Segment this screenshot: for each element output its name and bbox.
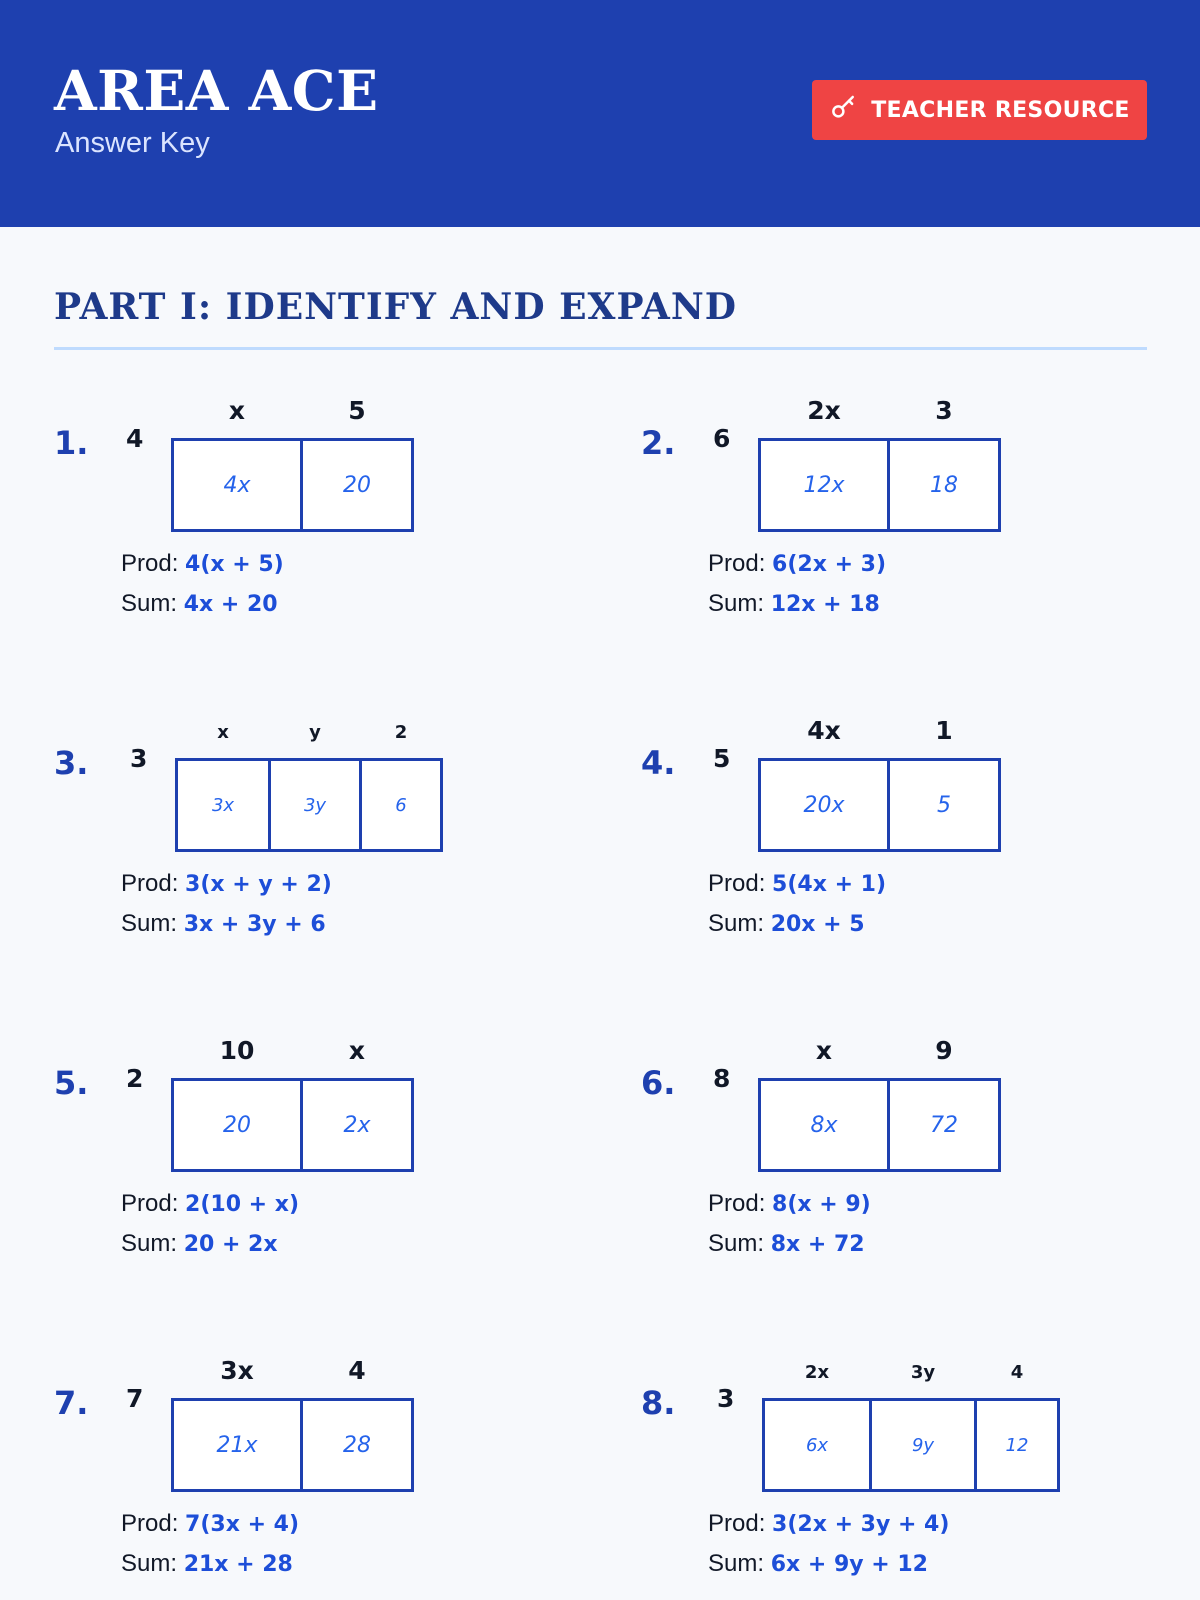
area-cell: 12x — [761, 441, 890, 529]
area-cell: 9y — [872, 1401, 977, 1489]
problem-2 — [641, 380, 1181, 680]
sum-answer — [121, 910, 326, 938]
badge-label: TEACHER RESOURCE — [871, 97, 1130, 123]
prod-label: Prod: — [121, 1190, 179, 1217]
area-model-grid — [758, 1078, 1001, 1172]
column-factor-label: 2x — [807, 396, 841, 425]
prod-label: Prod: — [708, 550, 766, 577]
column-factor-label: 1 — [935, 716, 953, 745]
sum-value: 20x + 5 — [770, 912, 865, 937]
row-factor-label: 3 — [717, 1384, 735, 1413]
prod-value: 4(x + 5) — [185, 552, 284, 577]
area-model-grid — [762, 1398, 1060, 1492]
product-answer — [121, 1510, 299, 1538]
area-cell: 28 — [343, 1432, 371, 1458]
row-factor-label: 4 — [126, 424, 144, 453]
sum-answer — [708, 1550, 928, 1578]
sum-value: 8x + 72 — [770, 1232, 865, 1257]
column-factor-label: 2 — [394, 722, 408, 743]
area-cell: 21x — [174, 1401, 303, 1489]
area-cell: 2x — [343, 1112, 371, 1138]
product-answer — [708, 1190, 871, 1218]
area-cell: 20 — [174, 1081, 303, 1169]
problem-3 — [54, 700, 594, 1000]
problem-number: 5. — [54, 1064, 89, 1102]
problem-4 — [641, 700, 1181, 1000]
row-factor-label: 2 — [126, 1064, 144, 1093]
row-factor-label: 3 — [130, 744, 148, 773]
sum-label: Sum: — [121, 1230, 178, 1257]
sum-label: Sum: — [708, 910, 765, 937]
column-factor-label: 3x — [220, 1356, 254, 1385]
product-answer — [121, 870, 332, 898]
area-cell: 4x — [174, 441, 303, 529]
sum-label: Sum: — [708, 1550, 765, 1577]
area-model-grid — [758, 438, 1001, 532]
problem-number: 8. — [641, 1384, 676, 1422]
prod-value: 6(2x + 3) — [772, 552, 887, 577]
area-cell: 6 — [395, 794, 407, 816]
sum-answer — [121, 1550, 293, 1578]
teacher-resource-badge — [812, 80, 1147, 140]
area-model-grid — [171, 1078, 414, 1172]
sum-value: 12x + 18 — [770, 592, 880, 617]
problem-5 — [54, 1020, 594, 1320]
column-factor-label: x — [217, 722, 229, 743]
problem-number: 1. — [54, 424, 89, 462]
sum-value: 6x + 9y + 12 — [770, 1552, 928, 1577]
area-model-grid — [171, 1398, 414, 1492]
key-icon — [829, 92, 859, 128]
row-factor-label: 6 — [713, 424, 731, 453]
prod-value: 2(10 + x) — [185, 1192, 300, 1217]
product-answer — [708, 870, 886, 898]
header — [0, 0, 1200, 227]
column-factor-label: 5 — [348, 396, 366, 425]
area-cell: 3y — [271, 761, 362, 849]
product-answer — [708, 1510, 949, 1538]
prod-label: Prod: — [121, 1510, 179, 1537]
prod-label: Prod: — [708, 870, 766, 897]
problem-number: 3. — [54, 744, 89, 782]
sum-label: Sum: — [121, 1550, 178, 1577]
product-answer — [121, 1190, 299, 1218]
sum-answer — [708, 910, 865, 938]
sum-answer — [121, 590, 278, 618]
column-factor-label: 3 — [935, 396, 953, 425]
area-cell: 3x — [178, 761, 271, 849]
prod-label: Prod: — [121, 870, 179, 897]
prod-value: 3(x + y + 2) — [185, 872, 332, 897]
column-factor-label: 9 — [935, 1036, 953, 1065]
column-factor-label: x — [815, 1036, 833, 1065]
problem-1 — [54, 380, 594, 680]
app-subtitle: Answer Key — [55, 127, 210, 159]
section-title: PART I: IDENTIFY AND EXPAND — [54, 286, 737, 328]
problem-number: 7. — [54, 1384, 89, 1422]
prod-label: Prod: — [121, 550, 179, 577]
column-factor-label: x — [228, 396, 246, 425]
column-factor-label: y — [309, 722, 321, 743]
problem-7 — [54, 1340, 594, 1600]
area-model-grid — [171, 438, 414, 532]
sum-value: 3x + 3y + 6 — [183, 912, 326, 937]
column-factor-label: 2x — [804, 1362, 830, 1383]
row-factor-label: 8 — [713, 1064, 731, 1093]
area-model-grid — [758, 758, 1001, 852]
section-divider — [54, 347, 1147, 350]
sum-answer — [708, 590, 880, 618]
sum-value: 20 + 2x — [183, 1232, 278, 1257]
problem-number: 4. — [641, 744, 676, 782]
area-cell: 20x — [761, 761, 890, 849]
column-factor-label: 4 — [348, 1356, 366, 1385]
prod-value: 5(4x + 1) — [772, 872, 887, 897]
problem-6 — [641, 1020, 1181, 1320]
area-cell: 72 — [930, 1112, 958, 1138]
area-cell: 5 — [937, 792, 951, 818]
row-factor-label: 5 — [713, 744, 731, 773]
column-factor-label: x — [348, 1036, 366, 1065]
row-factor-label: 7 — [126, 1384, 144, 1413]
sum-label: Sum: — [121, 590, 178, 617]
sum-value: 21x + 28 — [183, 1552, 293, 1577]
column-factor-label: 10 — [219, 1036, 255, 1065]
problem-number: 2. — [641, 424, 676, 462]
sum-answer — [121, 1230, 278, 1258]
product-answer — [708, 550, 886, 578]
area-cell: 20 — [343, 472, 371, 498]
sum-label: Sum: — [121, 910, 178, 937]
sum-answer — [708, 1230, 865, 1258]
problem-8 — [641, 1340, 1181, 1600]
column-factor-label: 3y — [910, 1362, 936, 1383]
sum-label: Sum: — [708, 590, 765, 617]
area-cell: 8x — [761, 1081, 890, 1169]
prod-label: Prod: — [708, 1510, 766, 1537]
area-cell: 18 — [930, 472, 958, 498]
area-cell: 6x — [765, 1401, 872, 1489]
prod-value: 3(2x + 3y + 4) — [772, 1512, 950, 1537]
column-factor-label: 4 — [1010, 1362, 1024, 1383]
sum-label: Sum: — [708, 1230, 765, 1257]
area-cell: 12 — [1005, 1434, 1029, 1456]
app-title: AREA ACE — [54, 58, 379, 123]
area-model-grid — [175, 758, 443, 852]
prod-value: 8(x + 9) — [772, 1192, 871, 1217]
column-factor-label: 4x — [807, 716, 841, 745]
prod-label: Prod: — [708, 1190, 766, 1217]
sum-value: 4x + 20 — [183, 592, 278, 617]
prod-value: 7(3x + 4) — [185, 1512, 300, 1537]
problem-number: 6. — [641, 1064, 676, 1102]
product-answer — [121, 550, 284, 578]
